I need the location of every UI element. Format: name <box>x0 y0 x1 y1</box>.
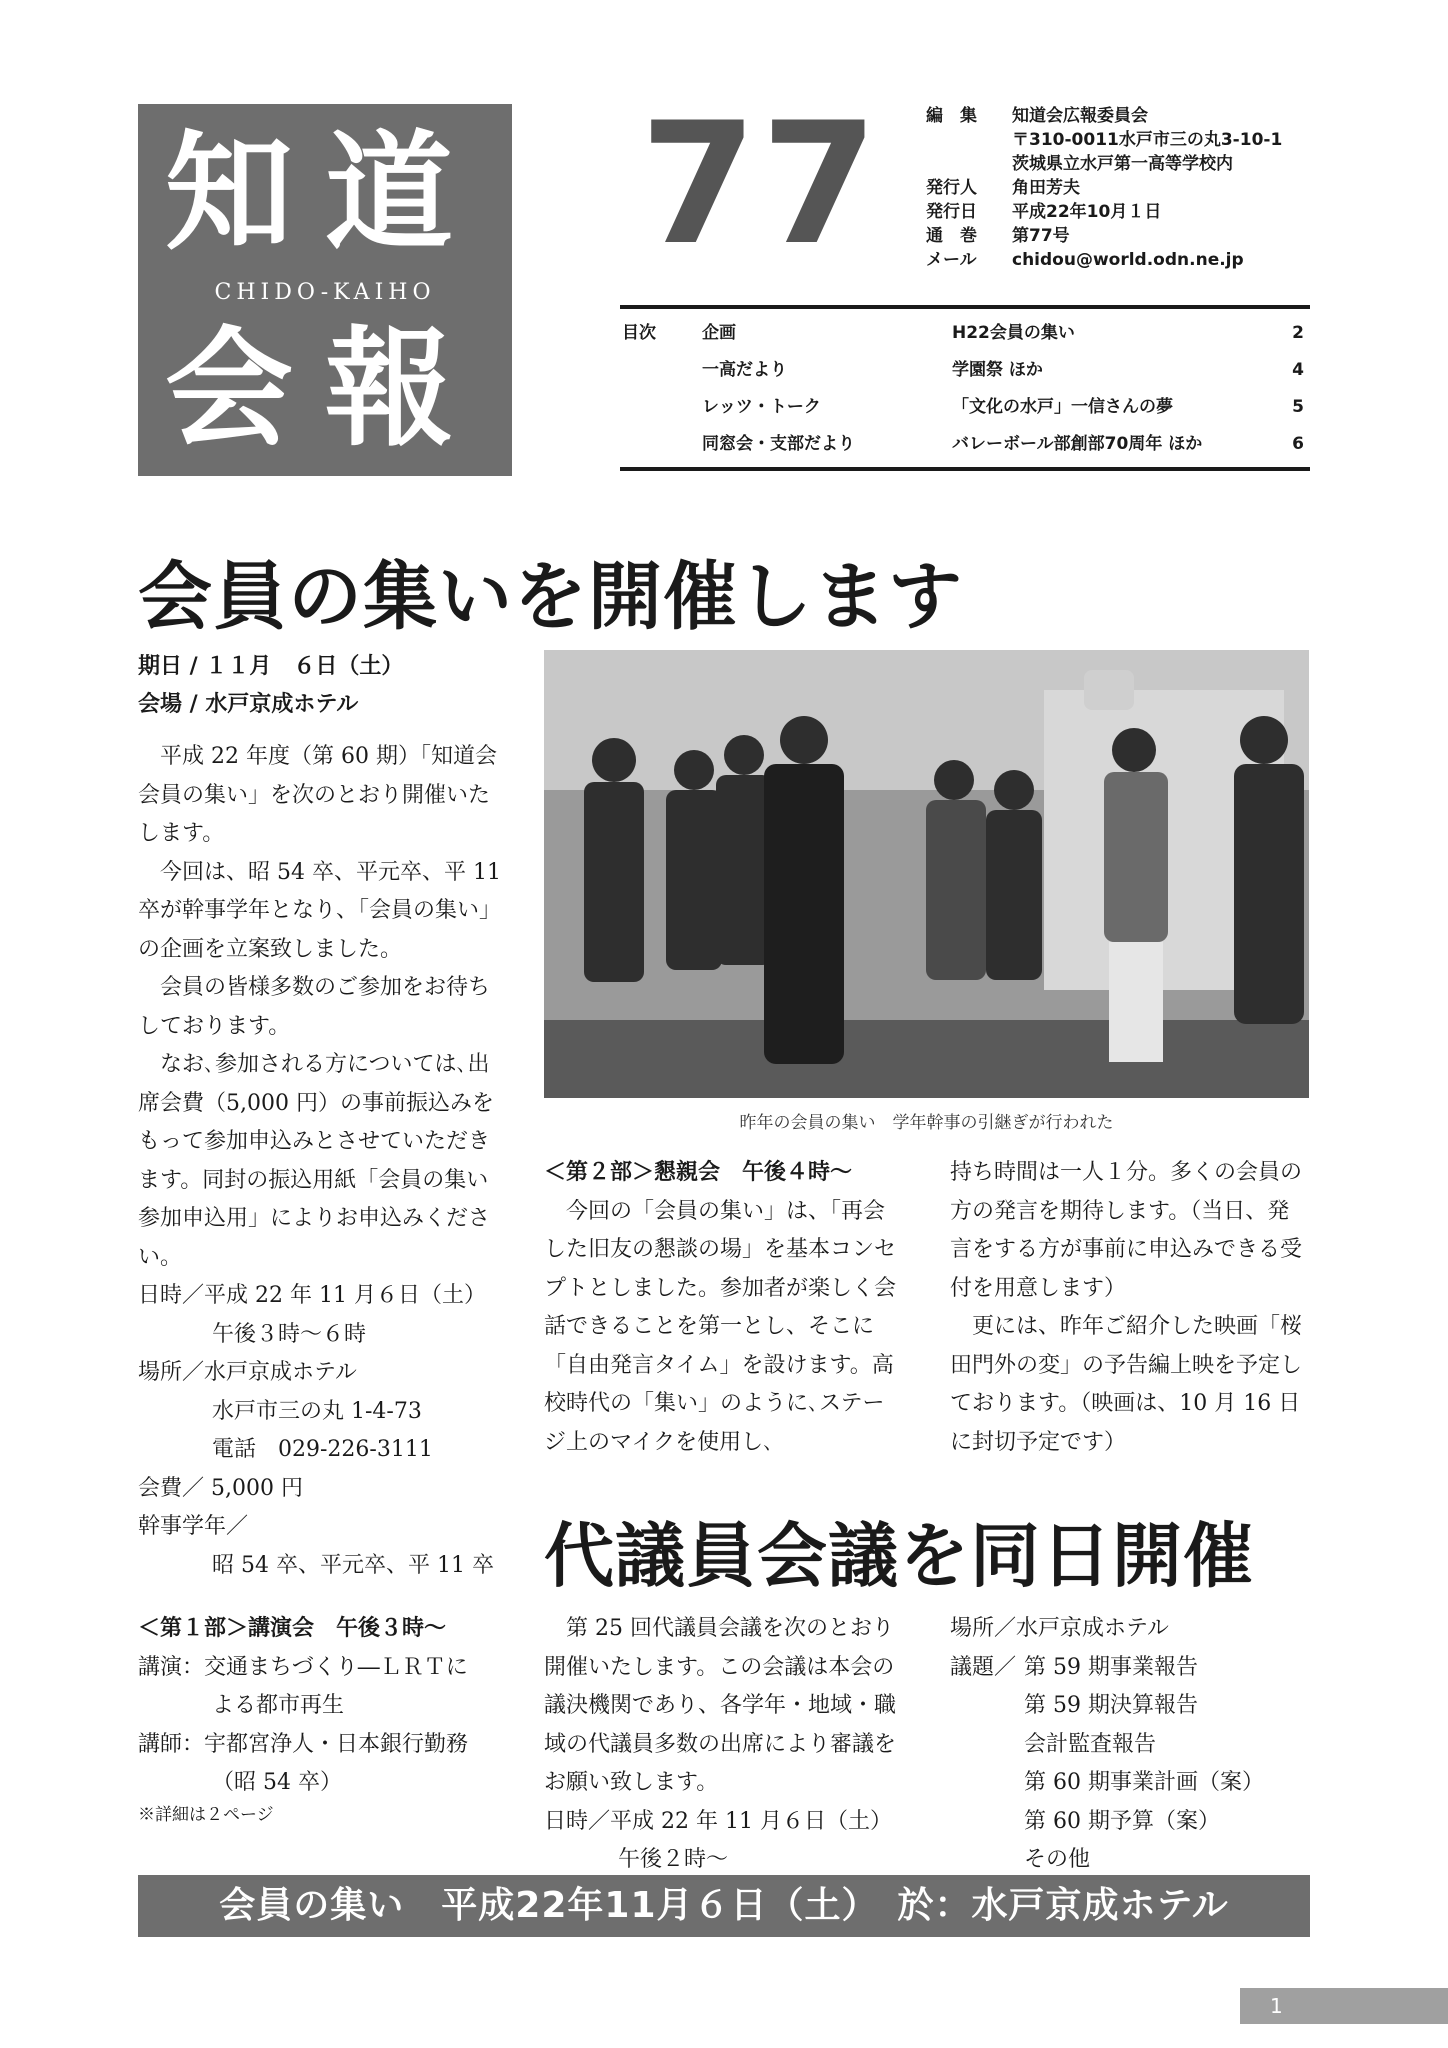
event-date: 期日 / １１月 ６日（土） <box>138 654 404 679</box>
imprint-key: 編 集 <box>926 106 977 126</box>
article2-date: 日時／平成 22 年 11 月６日（土） <box>544 1808 892 1834</box>
toc-label <box>620 426 702 463</box>
part2-heading: ＜第２部＞懇親会 午後４時～ <box>544 1160 853 1185</box>
article-paragraphs <box>138 738 502 1277</box>
event-detail-line: 昭 54 卒、平元卒、平 11 卒 <box>212 1552 494 1578</box>
photo-caption: 昨年の会員の集い 学年幹事の引継ぎが行われた <box>739 1113 1114 1133</box>
masthead-title-top: 知道 <box>164 119 485 268</box>
agenda-text: その他 <box>1024 1847 1091 1872</box>
event-detail-line: 日時／平成 22 年 11 月６日（土） <box>138 1283 486 1308</box>
event-details <box>138 1277 502 1585</box>
imprint-key <box>926 152 1012 176</box>
imprint-value: 茨城県立水戸第一高等学校内 <box>1012 154 1233 174</box>
imprint-row <box>926 248 1282 272</box>
toc-article: H22会員の集い <box>952 323 1075 343</box>
toc-row <box>620 352 1310 389</box>
toc-label: 目次 <box>622 323 656 343</box>
article2-column-1 <box>544 1610 904 1880</box>
imprint-key: 発行人 <box>926 178 977 198</box>
event-detail-line: 午後３時～６時 <box>212 1321 367 1347</box>
agenda-label <box>950 1803 1024 1842</box>
article2-headline: 代議員会議を同日開催 <box>544 1515 1254 1597</box>
event-venue: 会場 / 水戸京成ホテル <box>138 692 359 717</box>
agenda-text: 第 59 期決算報告 <box>1024 1693 1198 1718</box>
part1-line: 講師：宇都宮浄人・日本銀行勤務 <box>138 1731 469 1757</box>
part1-block <box>138 1610 502 1827</box>
event-detail-line: 幹事学年／ <box>138 1514 249 1539</box>
toc-page: 6 <box>1292 434 1304 454</box>
masthead-logo <box>138 104 512 476</box>
imprint-row <box>926 176 1282 200</box>
part1-line: 講演：交通まちづくり―ＬＲＴに <box>138 1654 468 1680</box>
toc-section: レッツ・トーク <box>702 397 821 417</box>
toc-section: 一高だより <box>702 360 787 380</box>
agenda-list <box>950 1649 1310 1880</box>
agenda-item <box>950 1764 1310 1803</box>
imprint-row <box>926 104 1282 128</box>
agenda-item <box>950 1726 1310 1765</box>
footer-banner: 会員の集い 平成22年11月６日（土） 於：水戸京成ホテル <box>138 1875 1310 1937</box>
imprint-key <box>926 128 1012 152</box>
agenda-label: 議題／ <box>950 1654 1017 1680</box>
imprint-row <box>926 200 1282 224</box>
toc-page: 4 <box>1292 360 1304 380</box>
masthead-title-bottom: 会報 <box>164 315 485 464</box>
part1-line: よる都市再生 <box>212 1693 345 1718</box>
imprint-key: 通 巻 <box>926 226 977 246</box>
agenda-item <box>950 1803 1310 1842</box>
table-of-contents <box>620 305 1310 471</box>
imprint-value: 第77号 <box>1012 226 1070 246</box>
toc-row <box>620 389 1310 426</box>
imprint-value: 〒310-0011水戸市三の丸3-10-1 <box>1012 130 1283 150</box>
part2-text-b2: 更には、昨年ご紹介した映画「桜田門外の変」の予告編上映を予定しております。（映画は、10 月 16 日に封切予定です） <box>950 1314 1303 1455</box>
imprint-value: 平成22年10月１日 <box>1012 202 1162 222</box>
imprint-row <box>926 152 1282 176</box>
imprint-value: chidou@world.odn.ne.jp <box>1012 250 1244 270</box>
article2-venue: 場所／水戸京成ホテル <box>950 1616 1169 1641</box>
event-detail-line: 会費／ 5,000 円 <box>138 1475 303 1501</box>
page-number: 1 <box>1240 1988 1448 2024</box>
part2-text-b1: 持ち時間は一人１分。多くの会員の方の発言を期待します。（当日、発言をする方が事前に申込みできる受付を用意します） <box>950 1160 1303 1301</box>
imprint-value: 知道会広報委員会 <box>1012 106 1148 126</box>
imprint-row <box>926 128 1282 152</box>
agenda-text: 第 59 期事業報告 <box>1024 1654 1198 1680</box>
agenda-label <box>950 1764 1024 1803</box>
part2-text-a: 今回の「会員の集い」は、「再会した旧友の懇談の場」を基本コンセプトとしました。参加者が楽しく会話できることを第一とし、そこに「自由発言タイム」を設けます。高校時代の「集い」のように､ステージ上のマイクを使用し､ <box>544 1198 897 1455</box>
article-paragraph: 今回は、昭 54 卒、平元卒、平 11 卒が幹事学年となり、「会員の集い」の企画を立案致しました。 <box>138 859 502 962</box>
toc-row <box>620 315 1310 352</box>
toc-article: 学園祭 ほか <box>952 360 1043 380</box>
toc-article: バレーボール部創部70周年 ほか <box>952 434 1203 454</box>
article-column-1 <box>138 648 502 1585</box>
part1-lines <box>138 1649 502 1803</box>
agenda-item <box>950 1687 1310 1726</box>
article-paragraph: 平成 22 年度（第 60 期）「知道会会員の集い」を次のとおり開催いたします。 <box>138 744 497 846</box>
agenda-item <box>950 1841 1310 1880</box>
toc-section: 企画 <box>702 323 736 343</box>
toc-article: 「文化の水戸」一信さんの夢 <box>952 397 1173 417</box>
part1-heading: ＜第１部＞講演会 午後３時～ <box>138 1616 447 1641</box>
agenda-text: 会計監査報告 <box>1024 1731 1157 1757</box>
article-column-3 <box>950 1154 1310 1462</box>
toc-label <box>620 352 702 389</box>
imprint-value: 角田芳夫 <box>1012 178 1080 198</box>
agenda-text: 第 60 期事業計画（案） <box>1024 1770 1264 1795</box>
imprint-block <box>926 104 1282 272</box>
event-detail-line: 場所／水戸京成ホテル <box>138 1360 357 1385</box>
article2-time: 午後２時～ <box>618 1847 729 1872</box>
event-detail-line: 水戸市三の丸 1-4-73 <box>212 1398 422 1424</box>
toc-page: 5 <box>1292 397 1304 417</box>
article-column-2 <box>544 1154 904 1462</box>
toc-row <box>620 426 1310 463</box>
agenda-label <box>950 1687 1024 1726</box>
agenda-label <box>950 1841 1024 1880</box>
agenda-text: 第 60 期予算（案） <box>1024 1808 1220 1834</box>
masthead-subtitle: CHIDO-KAIHO <box>214 280 436 305</box>
event-detail-line: 電話 029-226-3111 <box>212 1437 433 1462</box>
article-paragraph: 会員の皆様多数のご参加をお待ちしております。 <box>138 975 491 1039</box>
article2-intro: 第 25 回代議員会議を次のとおり開催いたします。この会議は本会の議決機関であり、各学年・地域・職域の代議員多数の出席により審議をお願い致します。 <box>544 1616 897 1795</box>
toc-label <box>620 389 702 426</box>
article-headline: 会員の集いを開催します <box>138 554 963 640</box>
imprint-row <box>926 224 1282 248</box>
toc-section: 同窓会・支部だより <box>702 434 855 454</box>
article2-column-2 <box>950 1610 1310 1880</box>
agenda-item <box>950 1649 1310 1688</box>
article-paragraph: なお､参加される方については､出席会費（5,000 円）の事前振込みをもって参加申込みとさせていただきます。同封の振込用紙「会員の集い参加申込用」によりお申込みください。 <box>138 1052 494 1270</box>
part1-note: ※詳細は２ページ <box>138 1804 274 1825</box>
toc-page: 2 <box>1292 323 1304 343</box>
imprint-key: メール <box>926 250 977 270</box>
imprint-key: 発行日 <box>926 202 977 222</box>
issue-number: 77 <box>640 86 882 282</box>
event-photo <box>544 650 1309 1098</box>
agenda-label <box>950 1726 1024 1765</box>
photo-illustration <box>544 650 1309 1098</box>
part1-line: （昭 54 卒） <box>212 1770 342 1795</box>
